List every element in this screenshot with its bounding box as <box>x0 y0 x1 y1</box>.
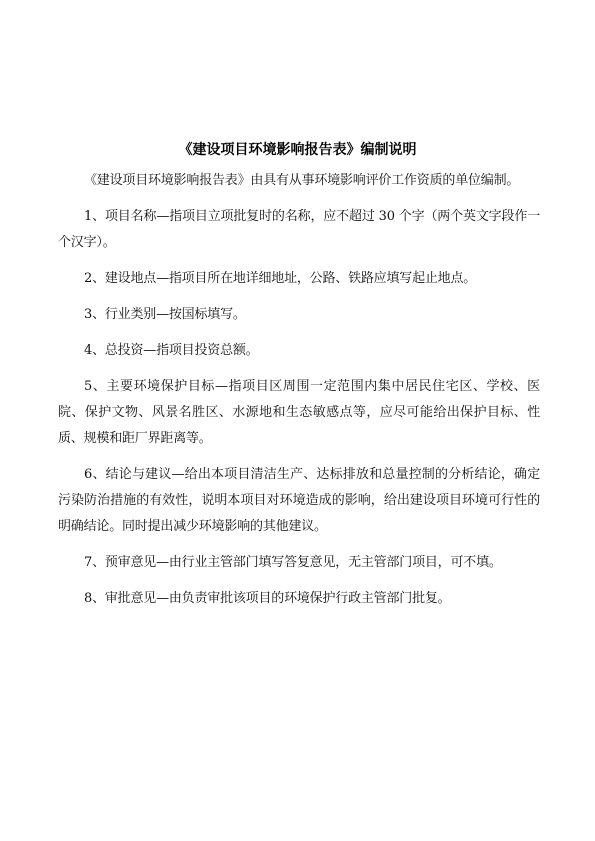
item-preliminary-review: 7、预审意见—由行业主管部门填写答复意见，无主管部门项目，可不填。 <box>84 555 502 570</box>
document-title: 《建设项目环境影响报告表》编制说明 <box>178 142 417 158</box>
item-protection-targets: 5、主要环境保护目标—指项目区周围一定范围内集中居民住宅区、学校、医院、保护文物、风景名胜区、水源地和生态敏感点等，应尽可能给出保护目标、性质、规模和距厂界距离等。 <box>58 379 540 446</box>
item-conclusions: 6、结论与建议—给出本项目清洁生产、达标排放和总量控制的分析结论，确定污染防治措施的有效性，说明本项目对环境造成的影响，给出建设项目环境可行性的明确结论。同时提出减少环境影响的其他建议。 <box>58 467 540 534</box>
item-industry-category: 3、行业类别—按国标填写。 <box>84 307 246 322</box>
item-project-name: 1、项目名称—指项目立项批复时的名称，应不超过 30 个字（两个英文字段作一个汉字）。 <box>58 209 540 250</box>
intro-paragraph: 《建设项目环境影响报告表》由具有从事环境影响评价工作资质的单位编制。 <box>84 173 520 188</box>
item-construction-site: 2、建设地点—指项目所在地详细地址，公路、铁路应填写起止地点。 <box>84 271 477 286</box>
document-body <box>58 168 540 622</box>
item-approval-opinion: 8、审批意见—由负责审批该项目的环境保护行政主管部门批复。 <box>84 591 451 606</box>
item-total-investment: 4、总投资—指项目投资总额。 <box>84 343 259 358</box>
